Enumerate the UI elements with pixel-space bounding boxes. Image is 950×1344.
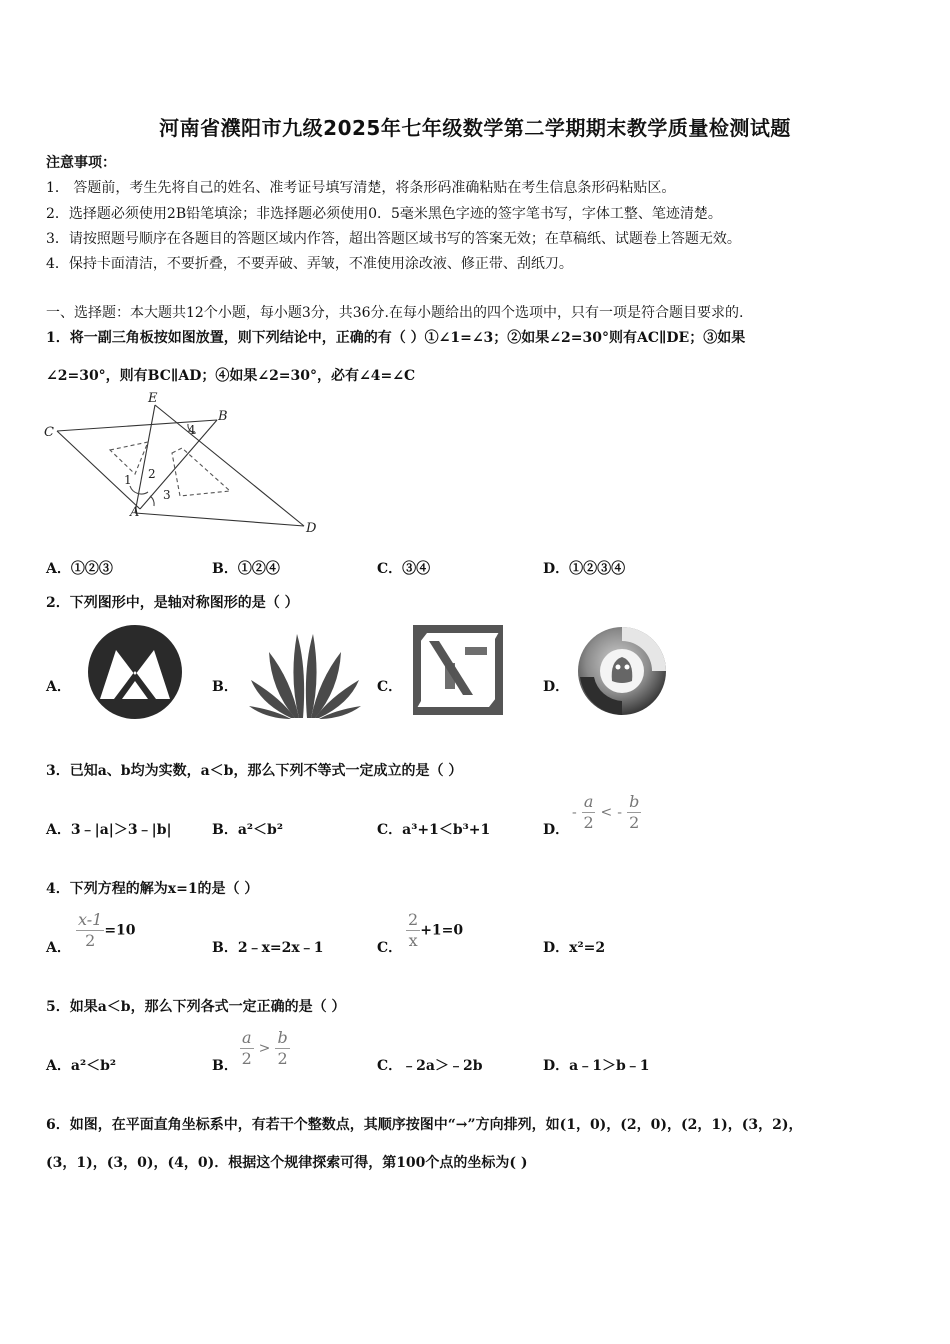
q5-stem: 5．如果a＜b，那么下列各式一定正确的是（ ） <box>46 999 346 1015</box>
angle-4-label: 4 <box>188 423 196 437</box>
logo-cmb-icon[interactable] <box>86 623 184 721</box>
label-c: C <box>44 425 54 440</box>
q3-option-c[interactable] <box>377 819 490 839</box>
q1-option-d[interactable]: D．①②③④ <box>543 561 626 577</box>
q4-option-a-label[interactable]: A． <box>46 940 71 956</box>
angle-2-label: 2 <box>148 467 156 481</box>
notice-item: 1． 答题前，考生先将自己的姓名、准考证号填写清楚，将条形码准确粘贴在考生信息条形码粘贴区。 <box>46 180 676 196</box>
q3-option-c-label: C． <box>377 822 403 838</box>
q4-option-a-expr[interactable] <box>76 910 136 951</box>
q5-option-b-expr[interactable] <box>240 1028 290 1069</box>
section-heading: 一、选择题：本大题共12个小题，每小题3分，共36分.在每小题给出的四个选项中，只有一项是符合题目要求的. <box>46 305 744 321</box>
numerator: a <box>583 792 594 811</box>
q3-option-d-label[interactable]: D． <box>543 822 570 838</box>
q2-stem: 2．下列图形中，是轴对称图形的是（ ） <box>46 595 299 611</box>
q4-stem: 4．下列方程的解为x=1的是（ ） <box>46 881 259 897</box>
q5-option-a-label: A． <box>46 1058 71 1074</box>
q4-option-b[interactable]: B．2﹣x=2x﹣1 <box>212 940 324 956</box>
notice-item: 2．选择题必须使用2B铅笔填涂；非选择题必须使用0．5毫米黑色字迹的签字笔书写，字体工整、笔迹清楚。 <box>46 206 722 222</box>
q6-stem-line1: 6．如图，在平面直角坐标系中，有若干个整数点，其顺序按图中“→”方向排列，如(1，0)，(2，0)，(2，1)，(3，2)， <box>46 1117 803 1133</box>
q2-option-c-label[interactable]: C． <box>377 679 403 695</box>
q5-option-c[interactable]: C．﹣2a＞﹣2b <box>377 1058 483 1074</box>
q3-option-d-expr[interactable] <box>572 792 641 833</box>
equation-tail: =10 <box>104 922 136 939</box>
q3-option-c-expr: a³+1＜b³+1 <box>402 822 491 838</box>
q6-stem-line2: (3，1)，(3，0)，(4，0)．根据这个规律探索可得，第100个点的坐标为( ) <box>46 1155 528 1171</box>
numerator: 2 <box>408 910 419 929</box>
q5-option-a-expr: a²＜b² <box>70 1058 116 1074</box>
denominator: x <box>408 931 418 950</box>
q3-option-b[interactable] <box>212 819 283 839</box>
q5-option-d[interactable]: D．a﹣1＞b﹣1 <box>543 1058 650 1074</box>
greater-than-sign: > <box>258 1040 271 1057</box>
q5-option-a[interactable] <box>46 1055 116 1075</box>
q2-option-a-label[interactable]: A． <box>46 679 71 695</box>
label-e: E <box>148 391 158 406</box>
q4-option-d-label: D． <box>543 940 570 956</box>
q1-stem-line2: ∠2=30°，则有BC∥AD；④如果∠2=30°，必有∠4=∠C <box>46 368 416 384</box>
q2-option-b-label[interactable]: B． <box>212 679 238 695</box>
q3-stem: 3．已知a、b均为实数，a＜b，那么下列不等式一定成立的是（ ） <box>46 763 463 779</box>
numerator: b <box>629 792 640 811</box>
q4-option-c-expr[interactable] <box>406 910 463 951</box>
denominator: 2 <box>241 1049 252 1068</box>
fraction-b-over-2 <box>627 792 641 833</box>
denominator: 2 <box>629 813 640 832</box>
equation-tail: +1=0 <box>420 922 464 939</box>
q1-option-c[interactable]: C．③④ <box>377 561 431 577</box>
notice-item: 3．请按照题号顺序在各题目的答题区域内作答，超出答题区域书写的答案无效；在草稿纸、试题卷上答题无效。 <box>46 231 741 247</box>
q1-option-b[interactable]: B．①②④ <box>212 561 280 577</box>
label-a: A <box>130 505 140 520</box>
logo-petals-icon[interactable] <box>247 628 363 720</box>
q3-option-b-expr: a²＜b² <box>237 822 283 838</box>
q1-triangle-figure <box>40 388 330 538</box>
notice-heading: 注意事项： <box>46 155 116 171</box>
q1-stem-line1: 1．将一副三角板按如图放置，则下列结论中，正确的有（ ）①∠1=∠3；②如果∠2=30°则有AC∥DE；③如果 <box>46 330 746 346</box>
fraction-2-over-x <box>406 910 420 951</box>
notice-item: 4．保持卡面清洁，不要折叠，不要弄破、弄皱，不准使用涂改液、修正带、刮纸刀。 <box>46 256 573 272</box>
minus-sign: - <box>572 804 577 821</box>
q4-option-c-label[interactable]: C． <box>377 940 403 956</box>
denominator: 2 <box>277 1049 288 1068</box>
less-than-sign: < <box>600 804 613 821</box>
logo-square-z-icon[interactable] <box>411 623 505 717</box>
fraction-a-over-2 <box>240 1028 254 1069</box>
angle-1-label: 1 <box>124 473 132 487</box>
logo-qq-sphere-icon[interactable] <box>576 621 668 717</box>
q4-option-d-expr: x²=2 <box>569 940 606 956</box>
q5-option-b-label[interactable]: B． <box>212 1058 238 1074</box>
page-title: 河南省濮阳市九级2025年七年级数学第二学期期末教学质量检测试题 <box>159 116 791 140</box>
denominator: 2 <box>583 813 594 832</box>
q3-option-b-label: B． <box>212 822 238 838</box>
q1-option-a[interactable]: A．①②③ <box>46 561 113 577</box>
q2-option-d-label[interactable]: D． <box>543 679 570 695</box>
label-b: B <box>218 409 228 424</box>
denominator: 2 <box>85 931 96 950</box>
numerator: a <box>242 1028 252 1047</box>
fraction-a-over-2 <box>582 792 596 833</box>
angle-3-label: 3 <box>163 488 171 502</box>
q3-option-a[interactable]: A．3﹣|a|＞3﹣|b| <box>46 822 172 838</box>
numerator: x-1 <box>78 910 103 929</box>
fraction-x-minus-1-over-2 <box>76 910 104 951</box>
minus-sign: - <box>617 804 623 821</box>
fraction-b-over-2 <box>275 1028 289 1069</box>
numerator: b <box>277 1028 288 1047</box>
q4-option-d[interactable] <box>543 937 605 957</box>
label-d: D <box>306 521 317 536</box>
